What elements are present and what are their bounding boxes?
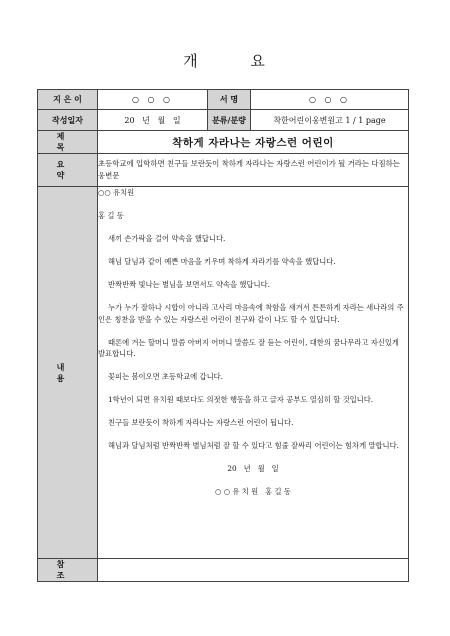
content-addressee-name: 홍 길 동: [98, 211, 124, 220]
summary-form: [37, 89, 409, 582]
content-addressee-school: ○○ 유치원: [98, 188, 135, 197]
date-label: 작성일자: [38, 110, 98, 131]
closing-date: 20 년 월 일: [227, 464, 279, 473]
content-body[interactable]: [98, 187, 409, 559]
content-paragraph: 누가 누가 잘하나 시합이 아니라 고사리 마음속에 착함을 새겨서 튼튼하게 자라는 새나라의 주인은 칭찬을 받을 수 있는 자랑스런 어린이 친구와 같이 나도 할 수 있답니다.: [98, 303, 404, 324]
content-label: 내 용: [38, 187, 98, 559]
content-paragraph: 1학년이 되면 유치원 때보다도 의젓한 행동을 하고 글자 공부도 열심히 할 것입니다.: [108, 395, 374, 404]
subject-label: 제 목: [38, 131, 98, 154]
content-row: [38, 187, 409, 559]
subject-value[interactable]: 착하게 자라나는 자랑스런 어린이: [98, 131, 409, 154]
reference-label: 참 조: [38, 559, 98, 582]
reference-value[interactable]: [98, 559, 409, 582]
author-row: [38, 90, 409, 110]
signature-value[interactable]: ○ ○ ○: [251, 90, 409, 110]
subject-row: [38, 131, 409, 154]
content-paragraph: 새끼 손가락을 걸어 약속을 했답니다.: [108, 234, 226, 243]
content-paragraph: 친구들 보란듯이 착하게 자라나는 자랑스런 어린이 됩니다.: [108, 418, 294, 427]
category-label: 분류/분량: [208, 110, 251, 131]
document-title: 개 요: [183, 52, 289, 70]
summary-label: 요 약: [38, 154, 98, 187]
date-row: [38, 110, 409, 131]
content-paragraph: 꽃피는 봄이오면 초등학교에 갑니다.: [108, 372, 224, 381]
signature-label: 서 명: [208, 90, 251, 110]
closing-signature: ○ ○ 유 치 원 홍 길 동: [215, 487, 291, 496]
summary-row: [38, 154, 409, 187]
author-label: 지 은 이: [38, 90, 98, 110]
reference-row: [38, 559, 409, 582]
content-paragraph: 반짝반짝 빛나는 별님을 보면서도 약속을 했답니다.: [108, 280, 270, 289]
date-value[interactable]: 20 년 월 일: [98, 110, 208, 131]
content-paragraph: 해님 달님과 같이 예쁜 마음을 키우며 착하게 자라기를 약속을 했답니다.: [108, 257, 336, 266]
summary-value[interactable]: 초등학교에 입학하면 친구들 보란듯이 착하게 자라나는 자랑스런 어린이가 될 거라는 다짐하는 웅변문: [98, 154, 409, 187]
category-value[interactable]: 착한어린이웅변원고 1 / 1 page: [251, 110, 409, 131]
content-paragraph: 때론에 겨는 할머니 말씀 아버지 어머니 말씀도 잘 듣는 어린이, 대한의 꿈나무라고 자신있게 발표합니다.: [98, 337, 399, 358]
content-paragraph: 해님과 달님처럼 반짝반짝 별님처럼 잘 할 수 있다고 힘줄 잘싸리 어린이는 힘차게 말합니다.: [108, 441, 399, 450]
author-value[interactable]: ○ ○ ○: [98, 90, 208, 110]
